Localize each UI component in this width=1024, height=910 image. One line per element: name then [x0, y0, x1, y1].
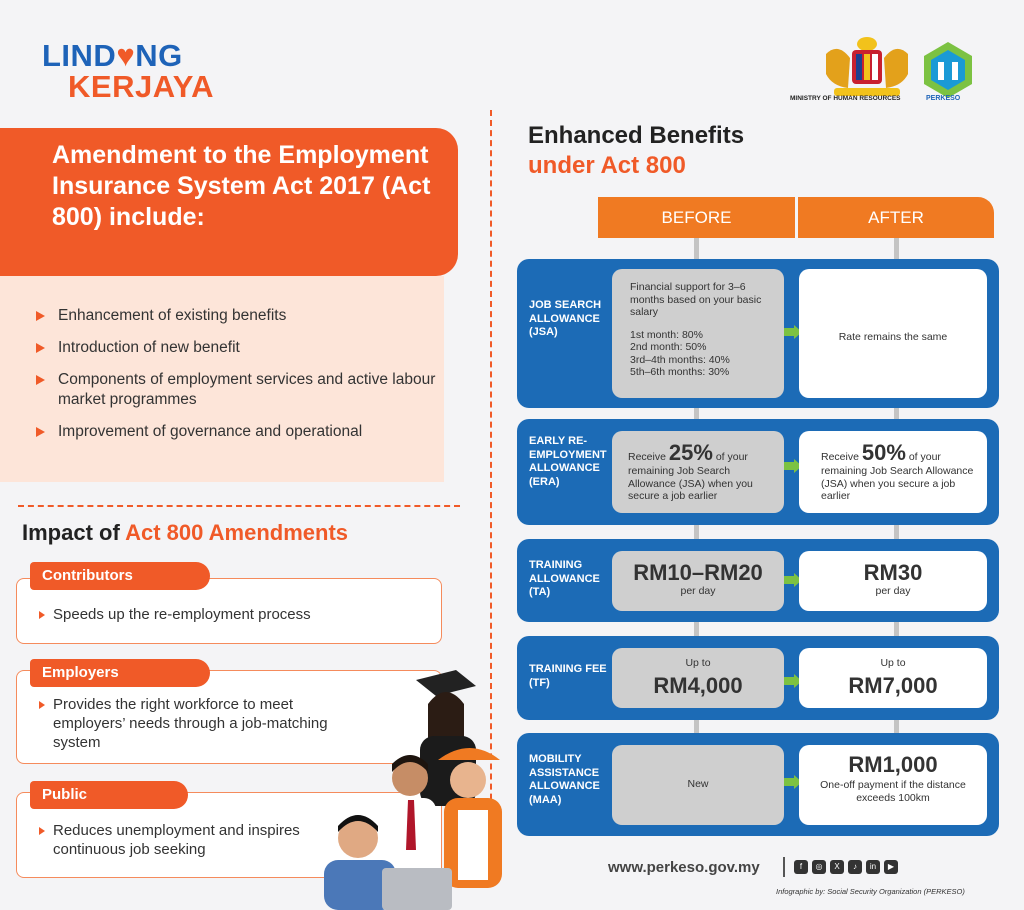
tiktok-icon[interactable]: ♪ [848, 860, 862, 874]
benefit-row-tf [517, 636, 999, 720]
x-icon[interactable]: X [830, 860, 844, 874]
row-label: TRAINING FEE (TF) [529, 663, 607, 689]
amendment-list [36, 306, 436, 454]
maa-before-box: New [612, 745, 784, 825]
tf-before-box: Up to RM4,000 [612, 648, 784, 708]
people-illustration [298, 640, 530, 910]
impact-title: Impact of Act 800 Amendments [22, 520, 349, 545]
row-label: TRAINING ALLOWANCE (TA) [529, 559, 600, 598]
ministry-label: MINISTRY OF HUMAN RESOURCES [790, 95, 901, 102]
column-after-header: AFTER [798, 197, 994, 238]
benefits-title: Enhanced Benefits [528, 122, 745, 149]
amendment-title: Amendment to the Employment Insurance System Act 2017 (Act 800) include: [52, 141, 431, 231]
impact-tag-public: Public [30, 781, 188, 809]
benefit-row-era [517, 419, 999, 525]
website-link[interactable]: www.perkeso.gov.my [608, 859, 760, 876]
row-label: EARLY RE-EMPLOYMENT ALLOWANCE (ERA) [529, 435, 607, 488]
era-after-box: Receive 50% of your remaining Job Search Allowance (JSA) when you secure a job earlier [799, 431, 987, 513]
youtube-icon[interactable]: ▶ [884, 860, 898, 874]
benefit-row-jsa [517, 259, 999, 408]
impact-tag-employers: Employers [30, 659, 210, 687]
jsa-after-box: Rate remains the same [799, 269, 987, 398]
column-before-header: BEFORE [598, 197, 795, 238]
infographic-credit: Infographic by: Social Security Organization (PERKESO) [776, 887, 965, 896]
era-before-box: Receive 25% of your remaining Job Search Allowance (JSA) when you secure a job earlier [612, 431, 784, 513]
malaysia-crest-icon [812, 34, 922, 100]
facebook-icon[interactable]: f [794, 860, 808, 874]
footer-separator [783, 857, 785, 877]
impact-card-text: Speeds up the re-employment process [39, 605, 427, 624]
row-label: JOB SEARCH ALLOWANCE (JSA) [529, 299, 602, 338]
jsa-before-box: Financial support for 3–6 months based on your basic salary 1st month: 80% 2nd month: 50% 3rd–4th months: 40% 5th–6th months: 30% [612, 269, 784, 398]
tf-after-box: Up to RM7,000 [799, 648, 987, 708]
benefit-row-ta [517, 539, 999, 622]
impact-card-text: Reduces unemployment and inspires continuous job seeking [39, 821, 319, 859]
amendment-item: Enhancement of existing benefits [36, 306, 436, 326]
benefits-subtitle: under Act 800 [528, 152, 686, 179]
row-label: MOBILITY ASSISTANCE ALLOWANCE (MAA) [529, 753, 600, 806]
amendment-item: Components of employment services and active labour market programmes [36, 370, 436, 410]
ta-after-box: RM30 per day [799, 551, 987, 611]
impact-tag-contributors: Contributors [30, 562, 210, 590]
amendment-item: Introduction of new benefit [36, 338, 436, 358]
perkeso-label: PERKESO [926, 95, 961, 102]
linkedin-icon[interactable]: in [866, 860, 880, 874]
benefit-row-maa [517, 733, 999, 836]
maa-after-box: RM1,000 One-off payment if the distance exceeds 100km [799, 745, 987, 825]
heart-icon: ♥ [116, 38, 136, 73]
instagram-icon[interactable]: ◎ [812, 860, 826, 874]
lindung-kerjaya-logo: LIND♥NG KERJAYA [42, 38, 214, 104]
perkeso-logo-icon [920, 40, 976, 100]
impact-card-text: Provides the right workforce to meet employers’ needs through a job-matching system [39, 695, 339, 752]
ta-before-box: RM10–RM20 per day [612, 551, 784, 611]
amendment-item: Improvement of governance and operational [36, 422, 436, 442]
horizontal-divider [18, 505, 460, 507]
